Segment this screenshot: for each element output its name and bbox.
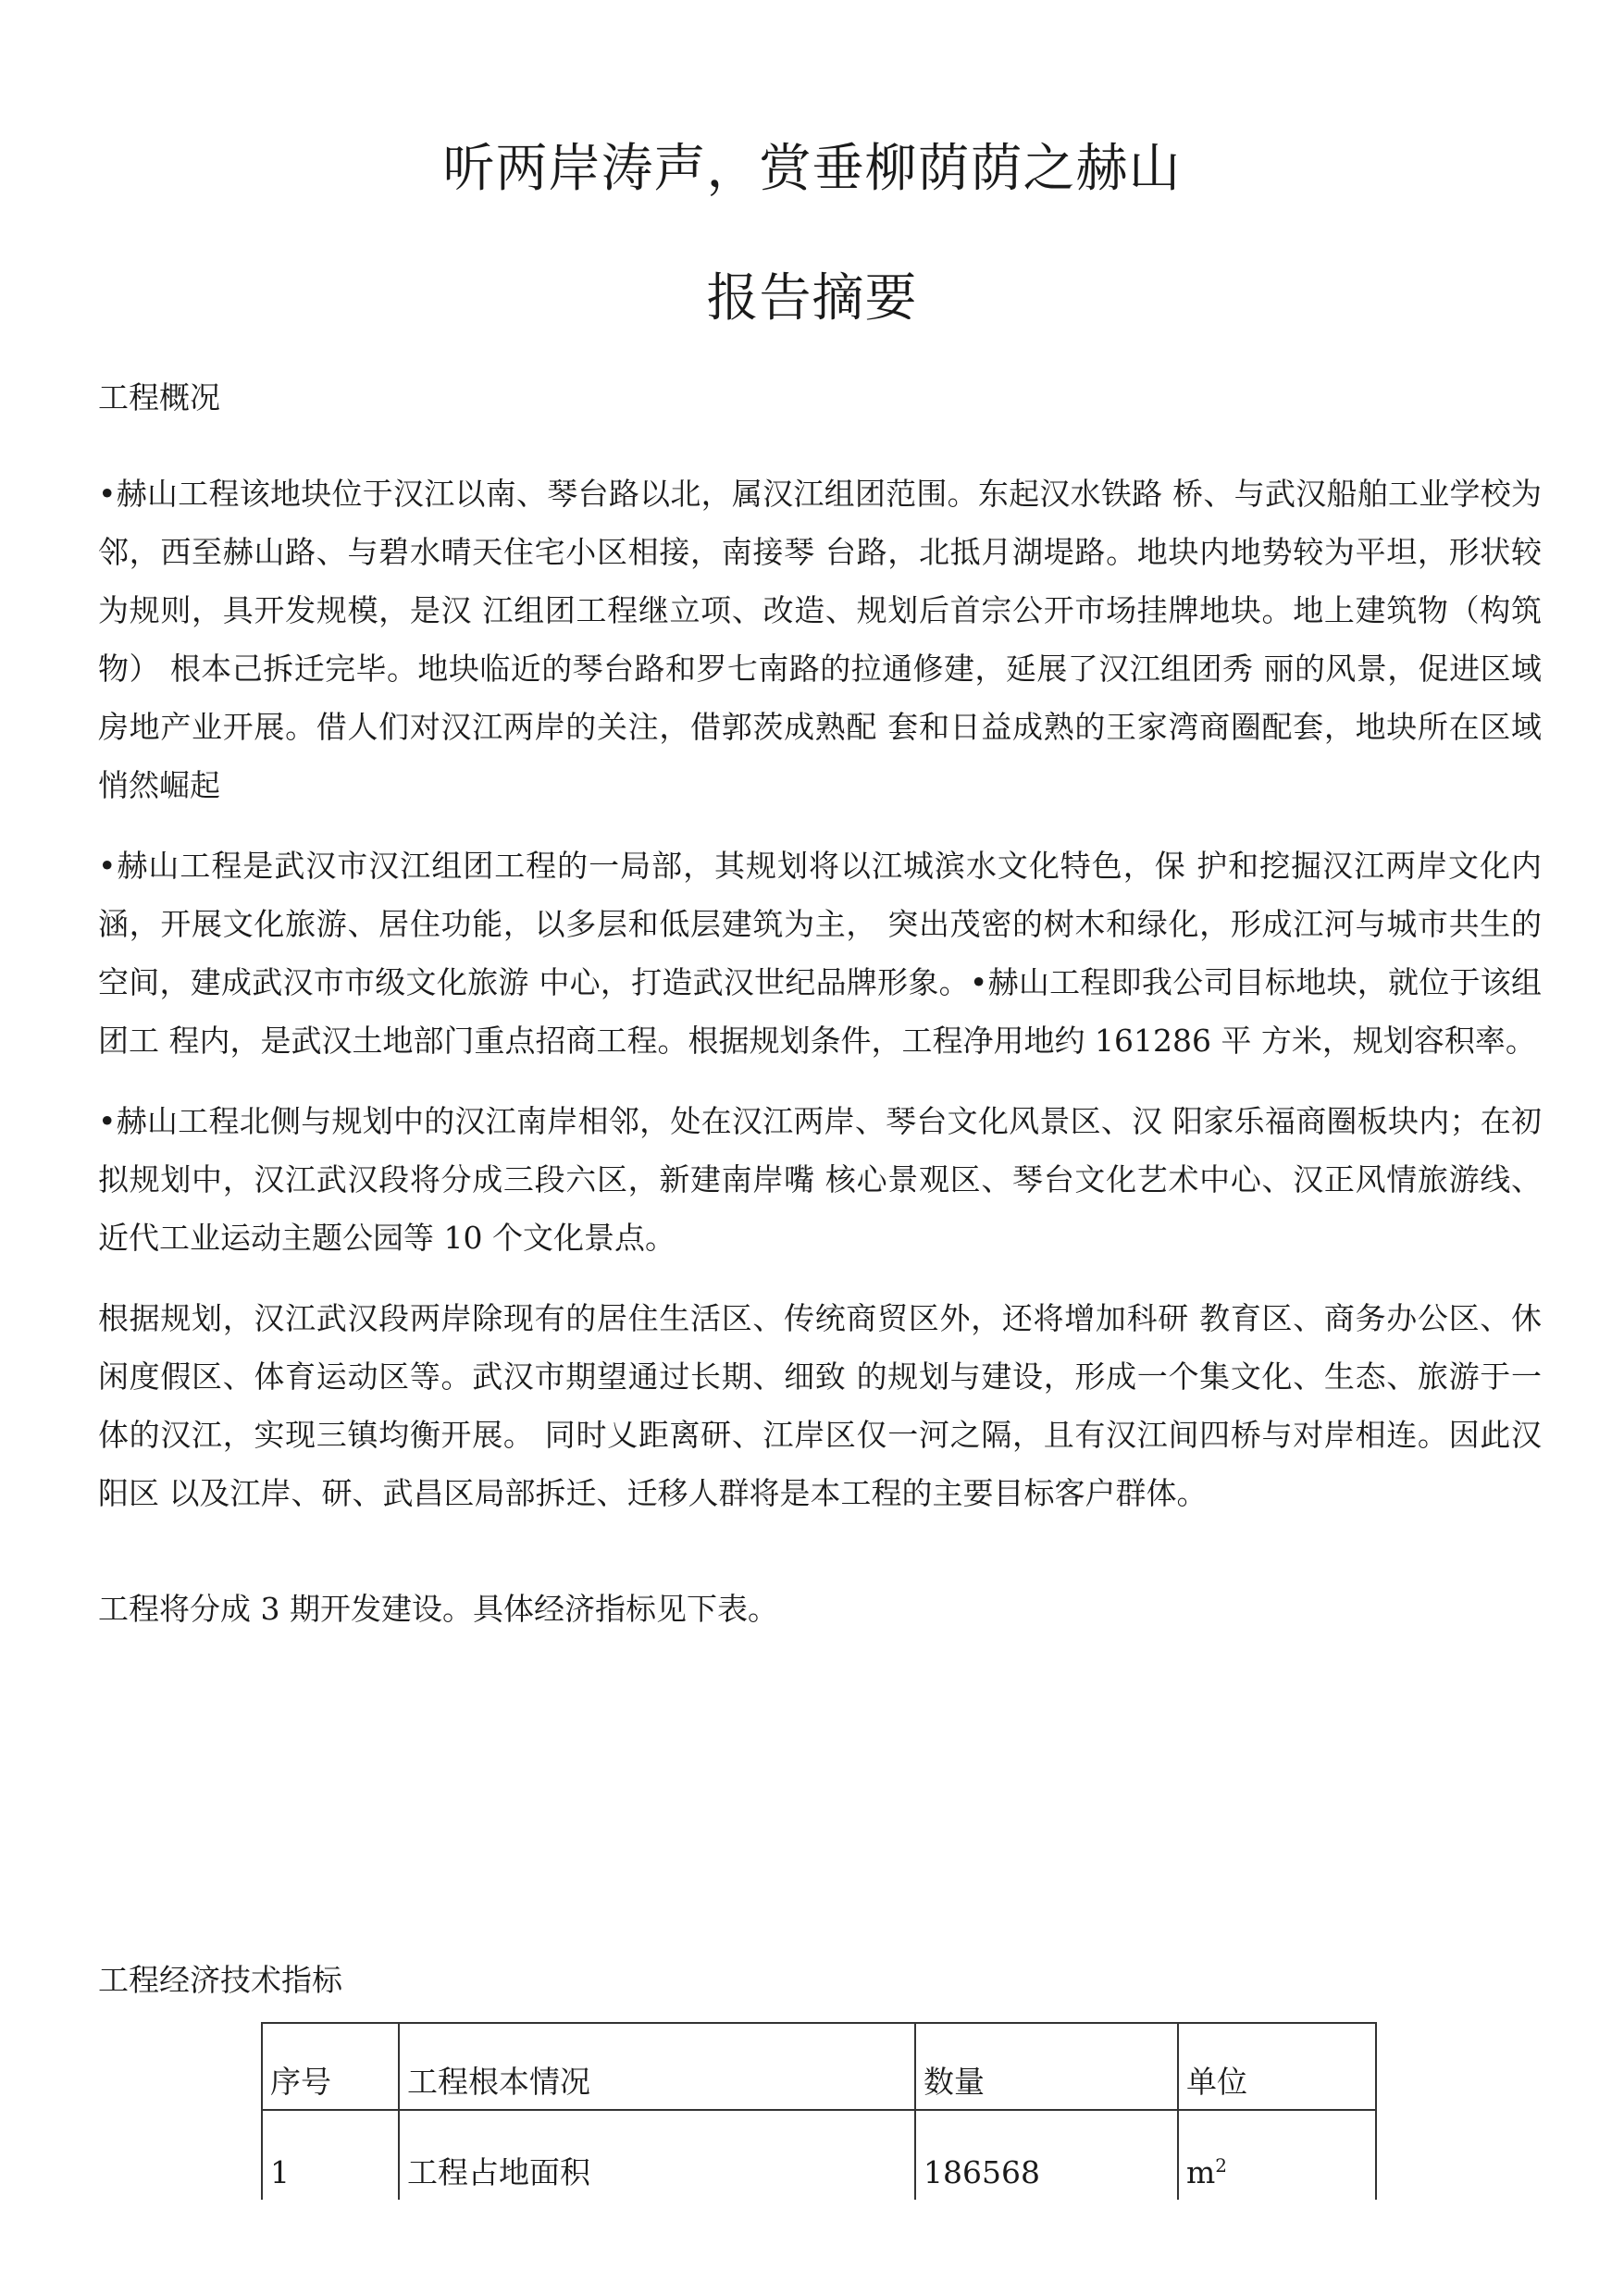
document-title: 听两岸涛声，赏垂柳荫荫之赫山	[442, 139, 1182, 199]
row-value: 186568	[915, 2110, 1178, 2200]
document-subtitle: 报告摘要	[706, 268, 918, 329]
table-header-row	[262, 2023, 1376, 2110]
document-body	[98, 370, 1542, 1638]
economic-indicators-table	[261, 2022, 1377, 2200]
paragraph-2: •赫山工程是武汉市汉江组团工程的一局部，其规划将以江城滨水文化特色，保 护和挖掘汉江两岸文化内涵，开展文化旅游、居住功能，以多层和低层建筑为主， 突出茂密的树木和绿化，形成江河与城市共生的空间，建成武汉市市级文化旅游 中心，打造武汉世纪品牌形象。•赫山工程即我公司目标地块，就位于该组团工 程内，是武汉土地部门重点招商工程。根据规划条件，工程净用地约 161286 平 方米，规划容积率。	[98, 848, 1542, 1059]
header-unit: 单位	[1178, 2023, 1376, 2110]
header-item: 工程根本情况	[399, 2023, 915, 2110]
paragraph-4: 根据规划，汉江武汉段两岸除现有的居住生活区、传统商贸区外，还将增加科研 教育区、商务办公区、休闲度假区、体育运动区等。武汉市期望通过长期、细致 的规划与建设，形成一个集文化、生态、旅游于一体的汉江，实现三镇均衡开展。 同时乂距离研、江岸区仅一河之隔，且有汉江间四桥与对岸相连。因此汉阳区 以及江岸、研、武昌区局部拆迁、迁移人群将是本工程的主要目标客户群体。	[98, 1300, 1542, 1511]
header-index: 序号	[262, 2023, 399, 2110]
header-value: 数量	[915, 2023, 1178, 2110]
closing-line: 工程将分成 3 期开发建设。具体经济指标见下表。	[98, 1591, 778, 1627]
table-row	[262, 2110, 1376, 2200]
row-unit-superscript: 2	[1215, 2154, 1228, 2177]
row-item: 工程占地面积	[399, 2110, 915, 2200]
paragraph-3: •赫山工程北侧与规划中的汉江南岸相邻，处在汉江两岸、琴台文化风景区、汉 阳家乐福商圈板块内；在初拟规划中，汉江武汉段将分成三段六区，新建南岸嘴 核心景观区、琴台文化艺术中心、汉正风情旅游线、近代工业运动主题公园等 10 个文化景点。	[98, 1103, 1542, 1256]
row-index: 1	[262, 2110, 399, 2200]
row-unit	[1178, 2110, 1376, 2200]
row-unit-base: m	[1186, 2154, 1216, 2190]
paragraph-1: •赫山工程该地块位于汉江以南、琴台路以北，属汉江组团范围。东起汉水铁路 桥、与武汉船舶工业学校为邻，西至赫山路、与碧水晴天住宅小区相接，南接琴 台路，北抵月湖堤路。地块内地势较为平坦，形状较为规则，具开发规模，是汉 江组团工程继立项、改造、规划后首宗公开市场挂牌地块。地上建筑物（构筑物） 根本己拆迁完毕。地块临近的琴台路和罗七南路的拉通修建，延展了汉江组团秀 丽的风景，促进区域房地产业开展。借人们对汉江两岸的关注，借郭茨成熟配 套和日益成熟的王家湾商圈配套，地块所在区域悄然崛起	[98, 476, 1542, 803]
section-heading: 工程概况	[98, 379, 220, 416]
table-title: 工程经济技术指标	[98, 1962, 342, 1998]
